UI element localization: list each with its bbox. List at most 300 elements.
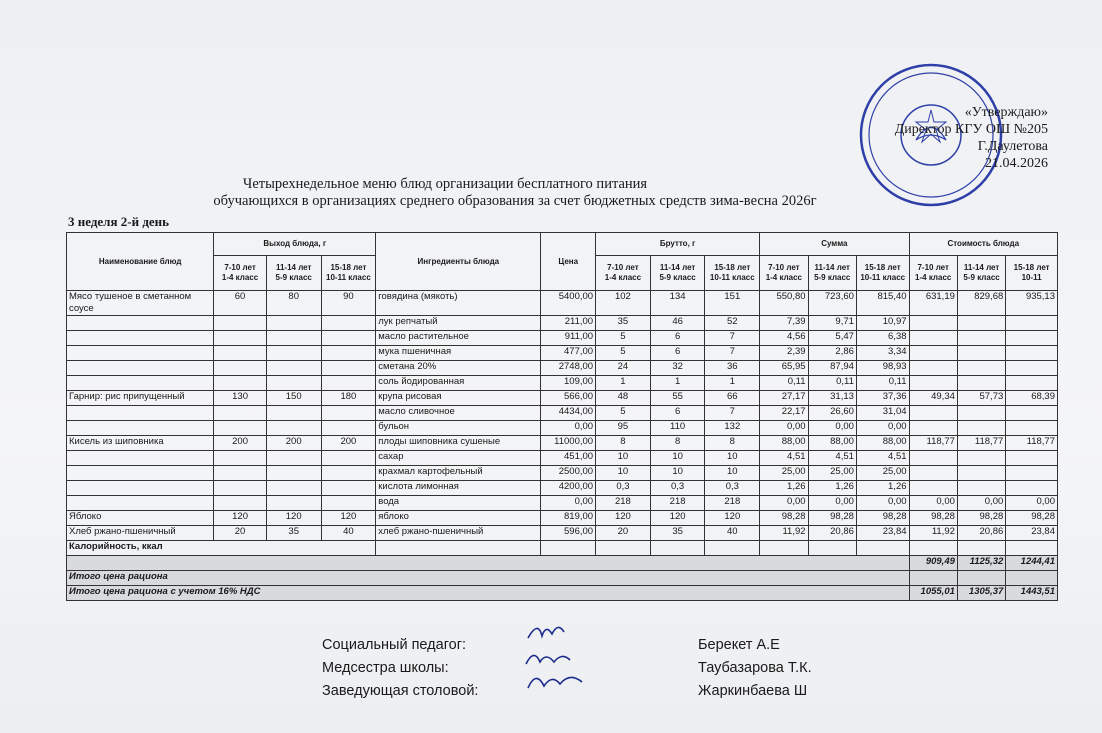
header-row-1	[67, 233, 1058, 256]
value-cell: 11,92	[909, 526, 957, 541]
value-cell: 819,00	[541, 511, 596, 526]
table-row	[67, 316, 1058, 331]
value-cell: 0,00	[856, 496, 909, 511]
value-cell: 5400,00	[541, 291, 596, 316]
value-cell: 90	[321, 291, 376, 316]
value-cell	[909, 316, 957, 331]
value-cell: 566,00	[541, 391, 596, 406]
col-cost: Стоимость блюда	[909, 233, 1057, 256]
value-cell: 36	[705, 361, 760, 376]
table-row	[67, 511, 1058, 526]
value-cell: 218	[650, 496, 705, 511]
value-cell: 98,28	[909, 511, 957, 526]
table-row	[67, 421, 1058, 436]
value-cell	[321, 331, 376, 346]
value-cell: 88,00	[808, 436, 856, 451]
dish-name-cell: Гарнир: рис припущенный	[67, 391, 214, 406]
value-cell: 0,00	[808, 421, 856, 436]
value-cell: 5	[596, 346, 651, 361]
value-cell: 200	[214, 436, 267, 451]
value-cell: 65,95	[760, 361, 808, 376]
value-cell: 55	[650, 391, 705, 406]
value-cell: 26,60	[808, 406, 856, 421]
ingredient-cell: бульон	[376, 421, 541, 436]
age-group-header: 11-14 лет 5-9 класс	[266, 256, 321, 291]
value-cell: 7	[705, 406, 760, 421]
value-cell: 2748,00	[541, 361, 596, 376]
total-label: Итого цена рациона	[67, 571, 910, 586]
value-cell	[1006, 376, 1058, 391]
value-cell	[957, 481, 1005, 496]
total-value: 1244,41	[1006, 556, 1058, 571]
col-gross: Брутто, г	[596, 233, 760, 256]
table-row	[67, 391, 1058, 406]
approval-date: 21.04.2026	[985, 156, 1048, 171]
value-cell: 20	[596, 526, 651, 541]
value-cell	[214, 451, 267, 466]
approval-block	[858, 104, 1048, 172]
value-cell	[214, 481, 267, 496]
value-cell: 7	[705, 331, 760, 346]
table-row	[67, 496, 1058, 511]
value-cell: 52	[705, 316, 760, 331]
total-row	[67, 586, 1058, 601]
value-cell: 0,00	[760, 421, 808, 436]
value-cell	[266, 451, 321, 466]
value-cell: 11000,00	[541, 436, 596, 451]
value-cell	[266, 421, 321, 436]
value-cell: 2500,00	[541, 466, 596, 481]
kcal-label: Калорийность, ккал	[67, 541, 376, 556]
value-cell	[909, 406, 957, 421]
ingredient-cell: плоды шиповника сушеные	[376, 436, 541, 451]
value-cell	[214, 346, 267, 361]
value-cell	[957, 361, 1005, 376]
age-group-header: 15-18 лет 10-11 класс	[705, 256, 760, 291]
value-cell: 6,38	[856, 331, 909, 346]
value-cell: 68,39	[1006, 391, 1058, 406]
dish-name-cell: Кисель из шиповника	[67, 436, 214, 451]
value-cell: 0,11	[856, 376, 909, 391]
value-cell: 9,71	[808, 316, 856, 331]
table-row	[67, 526, 1058, 541]
value-cell: 120	[596, 511, 651, 526]
value-cell: 88,00	[760, 436, 808, 451]
value-cell	[909, 361, 957, 376]
value-cell	[214, 496, 267, 511]
value-cell: 0,3	[705, 481, 760, 496]
approval-heading: «Утверждаю»	[964, 105, 1048, 120]
ingredient-cell: крахмал картофельный	[376, 466, 541, 481]
age-group-header: 11-14 лет 5-9 класс	[808, 256, 856, 291]
value-cell: 911,00	[541, 331, 596, 346]
value-cell: 80	[266, 291, 321, 316]
value-cell: 2,86	[808, 346, 856, 361]
value-cell: 0,00	[760, 496, 808, 511]
value-cell: 25,00	[760, 466, 808, 481]
value-cell: 7,39	[760, 316, 808, 331]
value-cell: 4,51	[856, 451, 909, 466]
value-cell: 20	[214, 526, 267, 541]
value-cell: 66	[705, 391, 760, 406]
value-cell: 87,94	[808, 361, 856, 376]
ingredient-cell: сахар	[376, 451, 541, 466]
value-cell: 10	[650, 451, 705, 466]
value-cell: 0,00	[808, 496, 856, 511]
value-cell: 0,00	[541, 496, 596, 511]
approval-name: Г.Даулетова	[977, 139, 1048, 154]
value-cell	[1006, 451, 1058, 466]
col-ingredients: Ингредиенты блюда	[376, 233, 541, 291]
value-cell: 4,51	[808, 451, 856, 466]
value-cell: 10	[596, 451, 651, 466]
value-cell	[957, 421, 1005, 436]
signature-role: Заведующая столовой:	[322, 683, 479, 699]
table-row	[67, 406, 1058, 421]
value-cell: 6	[650, 346, 705, 361]
value-cell	[266, 466, 321, 481]
value-cell: 2,39	[760, 346, 808, 361]
value-cell	[957, 331, 1005, 346]
value-cell: 120	[214, 511, 267, 526]
age-group-header: 15-18 лет 10-11 класс	[321, 256, 376, 291]
value-cell: 98,28	[1006, 511, 1058, 526]
value-cell: 0,11	[760, 376, 808, 391]
value-cell	[321, 421, 376, 436]
value-cell: 1	[650, 376, 705, 391]
value-cell	[1006, 421, 1058, 436]
value-cell: 0,00	[856, 421, 909, 436]
value-cell	[909, 331, 957, 346]
value-cell: 98,28	[856, 511, 909, 526]
value-cell	[266, 346, 321, 361]
dish-name-cell	[67, 346, 214, 361]
value-cell: 24	[596, 361, 651, 376]
value-cell	[214, 421, 267, 436]
signature-person: Берекет А.Е	[698, 637, 780, 653]
value-cell	[266, 361, 321, 376]
col-price: Цена	[541, 233, 596, 291]
value-cell: 4200,00	[541, 481, 596, 496]
ingredient-cell: масло растительное	[376, 331, 541, 346]
value-cell	[321, 376, 376, 391]
value-cell: 211,00	[541, 316, 596, 331]
value-cell: 98,93	[856, 361, 909, 376]
value-cell: 0,3	[596, 481, 651, 496]
value-cell: 49,34	[909, 391, 957, 406]
value-cell	[1006, 316, 1058, 331]
value-cell: 118,77	[909, 436, 957, 451]
ingredient-cell: вода	[376, 496, 541, 511]
value-cell: 8	[596, 436, 651, 451]
value-cell: 3,34	[856, 346, 909, 361]
total-value	[957, 571, 1005, 586]
value-cell	[266, 406, 321, 421]
dish-name-cell	[67, 421, 214, 436]
value-cell: 829,68	[957, 291, 1005, 316]
value-cell	[266, 481, 321, 496]
dish-name-cell	[67, 331, 214, 346]
value-cell	[909, 481, 957, 496]
value-cell: 57,73	[957, 391, 1005, 406]
dish-name-cell: Яблоко	[67, 511, 214, 526]
value-cell	[321, 316, 376, 331]
value-cell: 88,00	[856, 436, 909, 451]
value-cell	[214, 406, 267, 421]
age-group-header: 7-10 лет 1-4 класс	[214, 256, 267, 291]
ingredient-cell: мука пшеничная	[376, 346, 541, 361]
value-cell: 35	[596, 316, 651, 331]
value-cell: 1,26	[808, 481, 856, 496]
value-cell: 120	[705, 511, 760, 526]
value-cell	[909, 451, 957, 466]
value-cell: 35	[266, 526, 321, 541]
value-cell: 631,19	[909, 291, 957, 316]
menu-table	[66, 232, 1058, 601]
value-cell: 6	[650, 406, 705, 421]
ingredient-cell: сметана 20%	[376, 361, 541, 376]
signature-person: Жаркинбаева Ш	[698, 683, 808, 699]
value-cell	[321, 496, 376, 511]
col-yield: Выход блюда, г	[214, 233, 376, 256]
value-cell: 40	[705, 526, 760, 541]
value-cell: 118,77	[1006, 436, 1058, 451]
ingredient-cell: хлеб ржано-пшеничный	[376, 526, 541, 541]
dish-name-cell	[67, 376, 214, 391]
value-cell: 132	[705, 421, 760, 436]
value-cell: 723,60	[808, 291, 856, 316]
value-cell: 60	[214, 291, 267, 316]
value-cell: 25,00	[808, 466, 856, 481]
value-cell	[909, 421, 957, 436]
value-cell	[957, 406, 1005, 421]
dish-name-cell: Мясо тушеное в сметанном соусе	[67, 291, 214, 316]
value-cell: 11,92	[760, 526, 808, 541]
title-line-2: обучающихся в организациях среднего образования за счет бюджетных средств зима-весна 2026г	[213, 193, 817, 209]
value-cell: 0,00	[909, 496, 957, 511]
value-cell: 10	[650, 466, 705, 481]
value-cell: 218	[596, 496, 651, 511]
dish-name-cell	[67, 316, 214, 331]
table-row	[67, 361, 1058, 376]
total-label: Итого цена рациона с учетом 16% НДС	[67, 586, 910, 601]
age-group-header: 7-10 лет 1-4 класс	[909, 256, 957, 291]
value-cell: 8	[650, 436, 705, 451]
table-row	[67, 291, 1058, 316]
age-group-header: 11-14 лет 5-9 класс	[650, 256, 705, 291]
value-cell: 451,00	[541, 451, 596, 466]
value-cell	[957, 346, 1005, 361]
total-row	[67, 571, 1058, 586]
value-cell: 10,97	[856, 316, 909, 331]
ingredient-cell: крупа рисовая	[376, 391, 541, 406]
value-cell	[1006, 361, 1058, 376]
dish-name-cell	[67, 451, 214, 466]
value-cell: 98,28	[957, 511, 1005, 526]
dish-name-cell	[67, 466, 214, 481]
table-row	[67, 331, 1058, 346]
value-cell: 0,00	[957, 496, 1005, 511]
value-cell	[957, 466, 1005, 481]
value-cell	[1006, 466, 1058, 481]
value-cell: 40	[321, 526, 376, 541]
value-cell: 1	[596, 376, 651, 391]
value-cell: 20,86	[957, 526, 1005, 541]
value-cell: 120	[266, 511, 321, 526]
value-cell: 120	[321, 511, 376, 526]
ingredient-cell: масло сливочное	[376, 406, 541, 421]
table-row	[67, 451, 1058, 466]
ingredient-cell: соль йодированная	[376, 376, 541, 391]
value-cell: 8	[705, 436, 760, 451]
value-cell: 110	[650, 421, 705, 436]
value-cell	[214, 331, 267, 346]
value-cell: 22,17	[760, 406, 808, 421]
value-cell	[957, 451, 1005, 466]
value-cell: 48	[596, 391, 651, 406]
document-title	[120, 176, 910, 210]
table-row	[67, 481, 1058, 496]
value-cell: 10	[705, 466, 760, 481]
table-row	[67, 436, 1058, 451]
value-cell: 1	[705, 376, 760, 391]
dish-name-cell	[67, 481, 214, 496]
value-cell: 200	[321, 436, 376, 451]
value-cell: 27,17	[760, 391, 808, 406]
dish-name-cell	[67, 496, 214, 511]
value-cell	[321, 346, 376, 361]
value-cell: 0,11	[808, 376, 856, 391]
table-row	[67, 346, 1058, 361]
value-cell	[321, 406, 376, 421]
value-cell: 25,00	[856, 466, 909, 481]
value-cell: 118,77	[957, 436, 1005, 451]
total-label	[67, 556, 910, 571]
value-cell: 37,36	[856, 391, 909, 406]
value-cell: 150	[266, 391, 321, 406]
value-cell	[1006, 346, 1058, 361]
value-cell: 4,56	[760, 331, 808, 346]
value-cell: 98,28	[808, 511, 856, 526]
summary-body	[67, 541, 1058, 601]
value-cell	[214, 316, 267, 331]
ingredient-cell: говядина (мякоть)	[376, 291, 541, 316]
day-label: 3 неделя 2-й день	[68, 214, 170, 229]
kcal-row	[67, 541, 1058, 556]
ingredient-cell: яблоко	[376, 511, 541, 526]
value-cell: 6	[650, 331, 705, 346]
menu-table-wrapper	[66, 232, 1058, 601]
value-cell: 31,13	[808, 391, 856, 406]
value-cell: 32	[650, 361, 705, 376]
value-cell	[909, 466, 957, 481]
value-cell: 1,26	[760, 481, 808, 496]
value-cell: 151	[705, 291, 760, 316]
ingredient-cell: кислота лимонная	[376, 481, 541, 496]
value-cell: 180	[321, 391, 376, 406]
total-value: 1305,37	[957, 586, 1005, 601]
signature-role: Медсестра школы:	[322, 660, 449, 676]
value-cell	[321, 466, 376, 481]
dish-name-cell: Хлеб ржано-пшеничный	[67, 526, 214, 541]
value-cell	[321, 451, 376, 466]
total-value: 909,49	[909, 556, 957, 571]
title-line-1: Четырехнедельное меню блюд организации бесплатного питания	[242, 176, 648, 192]
value-cell: 7	[705, 346, 760, 361]
value-cell	[321, 481, 376, 496]
age-group-header: 11-14 лет 5-9 класс	[957, 256, 1005, 291]
value-cell: 46	[650, 316, 705, 331]
value-cell	[214, 466, 267, 481]
age-group-header: 7-10 лет 1-4 класс	[760, 256, 808, 291]
value-cell	[1006, 406, 1058, 421]
menu-body	[67, 291, 1058, 541]
value-cell: 550,80	[760, 291, 808, 316]
value-cell: 0,00	[1006, 496, 1058, 511]
value-cell: 130	[214, 391, 267, 406]
total-row	[67, 556, 1058, 571]
total-value	[1006, 571, 1058, 586]
value-cell: 200	[266, 436, 321, 451]
value-cell: 20,86	[808, 526, 856, 541]
value-cell: 95	[596, 421, 651, 436]
value-cell	[266, 316, 321, 331]
value-cell: 4434,00	[541, 406, 596, 421]
signature-role: Социальный педагог:	[322, 637, 467, 653]
value-cell: 23,84	[1006, 526, 1058, 541]
age-group-header: 15-18 лет 10-11	[1006, 256, 1058, 291]
handwritten-signatures	[520, 618, 600, 698]
value-cell	[957, 316, 1005, 331]
approval-position: Директор КГУ ОШ №205	[894, 122, 1048, 137]
col-dish: Наименование блюд	[67, 233, 214, 291]
dish-name-cell	[67, 361, 214, 376]
value-cell: 10	[596, 466, 651, 481]
value-cell: 98,28	[760, 511, 808, 526]
value-cell	[214, 361, 267, 376]
signature-person: Таубазарова Т.К.	[698, 660, 812, 676]
table-row	[67, 466, 1058, 481]
total-value: 1125,32	[957, 556, 1005, 571]
value-cell: 5	[596, 331, 651, 346]
value-cell: 4,51	[760, 451, 808, 466]
value-cell: 23,84	[856, 526, 909, 541]
total-value: 1055,01	[909, 586, 957, 601]
col-sum: Сумма	[760, 233, 909, 256]
total-value	[909, 571, 957, 586]
value-cell: 109,00	[541, 376, 596, 391]
table-row	[67, 376, 1058, 391]
value-cell: 0,3	[650, 481, 705, 496]
value-cell	[266, 376, 321, 391]
value-cell: 31,04	[856, 406, 909, 421]
value-cell	[321, 361, 376, 376]
value-cell: 1,26	[856, 481, 909, 496]
value-cell	[909, 346, 957, 361]
value-cell: 102	[596, 291, 651, 316]
value-cell	[909, 376, 957, 391]
value-cell	[957, 376, 1005, 391]
value-cell: 134	[650, 291, 705, 316]
value-cell: 120	[650, 511, 705, 526]
total-value: 1443,51	[1006, 586, 1058, 601]
value-cell: 596,00	[541, 526, 596, 541]
value-cell: 935,13	[1006, 291, 1058, 316]
dish-name-cell	[67, 406, 214, 421]
age-group-header: 7-10 лет 1-4 класс	[596, 256, 651, 291]
value-cell: 0,00	[541, 421, 596, 436]
value-cell: 477,00	[541, 346, 596, 361]
